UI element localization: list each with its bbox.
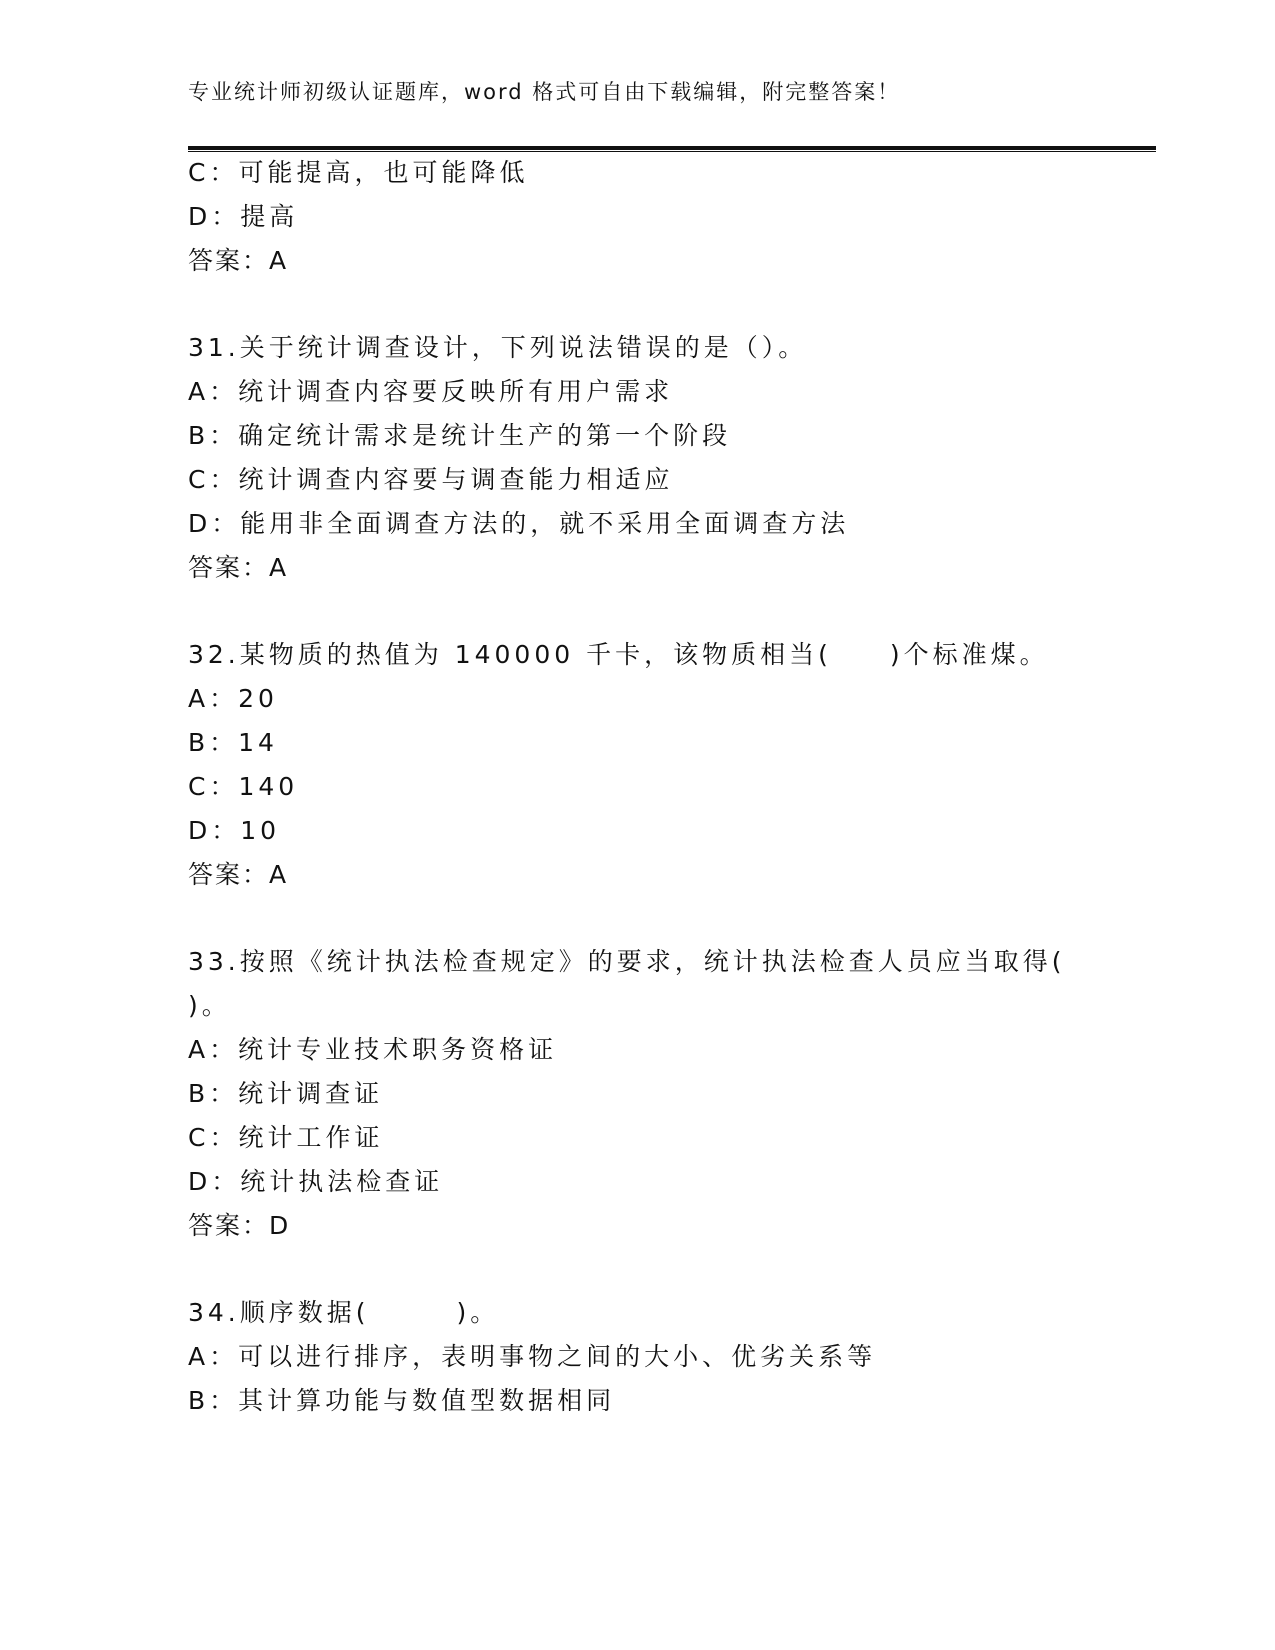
- answer: 答案：A: [188, 553, 289, 582]
- answer: 答案：A: [188, 246, 289, 275]
- header-divider: [188, 146, 1156, 152]
- answer: 答案：A: [188, 860, 289, 889]
- option-d: D：统计执法检查证: [188, 1167, 444, 1196]
- option-b: B：确定统计需求是统计生产的第一个阶段: [188, 421, 732, 450]
- option-b: B：14: [188, 728, 278, 757]
- question-33: 33.按照《统计执法检查规定》的要求，统计执法检查人员应当取得(: [188, 947, 1066, 976]
- question-31: 31.关于统计调查设计，下列说法错误的是（）。: [188, 333, 808, 362]
- option-b: B：统计调查证: [188, 1079, 384, 1108]
- option-a: A：统计调查内容要反映所有用户需求: [188, 377, 674, 406]
- option-c: C：140: [188, 772, 299, 801]
- option-c: C：统计调查内容要与调查能力相适应: [188, 465, 674, 494]
- question-34: 34.顺序数据( )。: [188, 1298, 500, 1327]
- option-d: D：能用非全面调查方法的，就不采用全面调查方法: [188, 509, 850, 538]
- option-b: B：其计算功能与数值型数据相同: [188, 1386, 616, 1415]
- option-a: A：可以进行排序，表明事物之间的大小、优劣关系等: [188, 1342, 877, 1371]
- option-d: D：提高: [188, 202, 299, 231]
- option-d: D：10: [188, 816, 281, 845]
- option-c: C：统计工作证: [188, 1123, 384, 1152]
- question-32: 32.某物质的热值为 140000 千卡，该物质相当( )个标准煤。: [188, 640, 1049, 669]
- option-a: A：20: [188, 684, 278, 713]
- answer: 答案：D: [188, 1211, 291, 1240]
- page-header: 专业统计师初级认证题库，word 格式可自由下载编辑，附完整答案！: [188, 80, 901, 104]
- option-a: A：统计专业技术职务资格证: [188, 1035, 558, 1064]
- question-33-continued: )。: [188, 991, 231, 1020]
- option-c: C：可能提高，也可能降低: [188, 158, 529, 187]
